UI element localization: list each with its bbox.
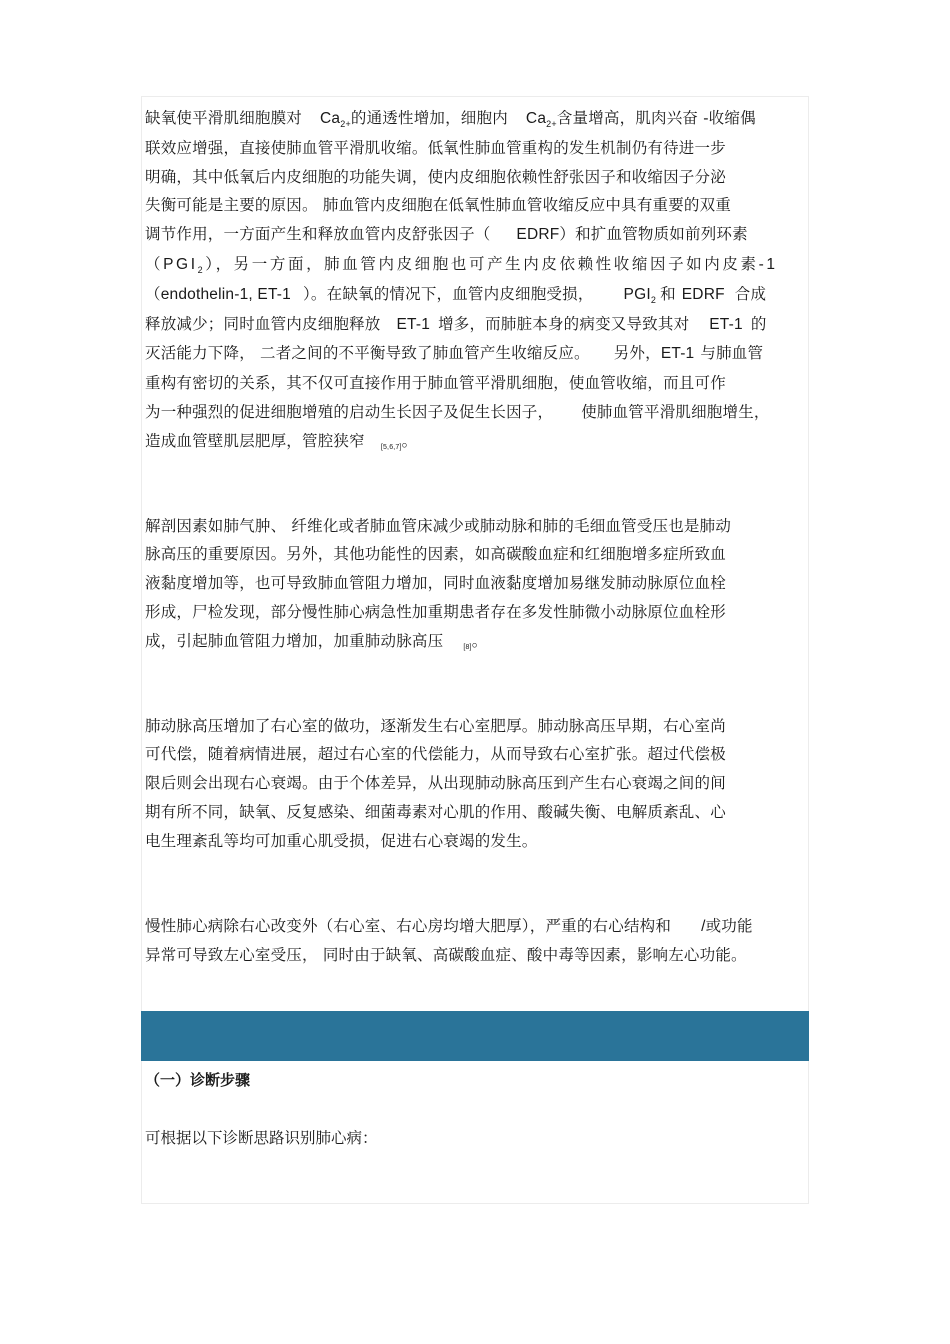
text-line: 可代偿，随着病情进展，超过右心室的代偿能力，从而导致右心室扩张。超过代偿极 xyxy=(145,745,726,764)
text-line: 释放减少；同时血管内皮细胞释放 ET-1 增多，而肺脏本身的病变又导致其对 ET-1 的 xyxy=(145,314,767,333)
text-line: 限后则会出现右心衰竭。由于个体差异，从出现肺动脉高压到产生右心衰竭之间的间 xyxy=(145,774,726,793)
text-line: 异常可导致左心室受压， 同时由于缺氧、高碳酸血症、酸中毒等因素，影响左心功能。 xyxy=(145,946,747,965)
text-line: 灭活能力下降， 二者之间的不平衡导致了肺血管产生收缩反应。 另外，ET-1 与肺血管 xyxy=(145,344,764,363)
paragraph-hypoxia-mechanism xyxy=(145,104,807,456)
section-intro-text: 可根据以下诊断思路识别肺心病： xyxy=(145,1129,378,1147)
text-line: 调节作用，一方面产生和释放血管内皮舒张因子（ EDRF）和扩血管物质如前列环素 xyxy=(145,225,748,244)
text-line: $(PGI_2)$，另一方面，肺血管内皮细胞也可产生内皮依赖性收缩因子如内皮素-1 xyxy=(145,254,778,276)
text-line: 液黏度增加等，也可导致肺血管阻力增加，同时血液黏度增加易继发肺动脉原位血栓 xyxy=(145,574,726,593)
text-line: 肺动脉高压增加了右心室的做功，逐渐发生右心室肥厚。肺动脉高压早期，右心室尚 xyxy=(145,716,726,735)
text-line: 脉高压的重要原因。另外，其他功能性的因素，如高碳酸血症和红细胞增多症所致血 xyxy=(145,545,726,564)
text-line: 明确，其中低氧后内皮细胞的功能失调，使内皮细胞依赖性舒张因子和收缩因子分泌 xyxy=(145,167,726,186)
text-line: 期有所不同，缺氧、反复感染、细菌毒素对心肌的作用、酸碱失衡、电解质紊乱、心 xyxy=(145,802,726,821)
text-line: 形成，尸检发现，部分慢性肺心病急性加重期患者存在多发性肺微小动脉原位血栓形 xyxy=(145,602,726,621)
paragraph-right-ventricle xyxy=(145,712,807,856)
text-line: 造成血管壁肌层肥厚，管腔狭窄 [5,6,7]。 xyxy=(145,431,418,451)
paragraph-left-ventricle xyxy=(145,912,807,971)
text-line: 失衡可能是主要的原因。 肺血管内皮细胞在低氧性肺血管收缩反应中具有重要的双重 xyxy=(145,196,732,215)
text-line: 解剖因素如肺气肿、 纤维化或者肺血管床减少或肺动脉和肺的毛细血管受压也是肺动 xyxy=(145,516,732,535)
text-line: 为一种强烈的促进细胞增殖的启动生长因子及促生长因子， 使肺血管平滑肌细胞增生， xyxy=(145,402,770,421)
text-line: （endothelin-1, ET-1 ）。在缺氧的情况下，血管内皮细胞受损， $PGI_2$ 和 EDRF 合成 xyxy=(145,284,767,305)
text-line: 成，引起肺血管阻力增加，加重肺动脉高压 [8]。 xyxy=(145,631,488,651)
text-line: 慢性肺心病除右心改变外（右心室、右心房均增大肥厚），严重的右心结构和 /或功能 xyxy=(145,916,753,935)
section-divider-band xyxy=(141,1011,809,1061)
document-body xyxy=(145,104,807,970)
citation-ref: [8] xyxy=(463,643,472,651)
text-line: 电生理紊乱等均可加重心肌受损，促进右心衰竭的发生。 xyxy=(145,831,538,850)
text-line: 重构有密切的关系，其不仅可直接作用于肺血管平滑肌细胞，使血管收缩，而且可作 xyxy=(145,374,726,393)
text-line: 缺氧使平滑肌细胞膜对 $Ca_{2+}$的通透性增加，细胞内 $Ca_{2+}$含量增高，肌肉兴奋 -收缩偶 xyxy=(145,109,756,130)
text-line: 联效应增强，直接使肺血管平滑肌收缩。低氧性肺血管重构的发生机制仍有待进一步 xyxy=(145,138,726,157)
citation-ref: [5,6,7] xyxy=(380,443,402,451)
section-heading: （一）诊断步骤 xyxy=(145,1071,251,1089)
paragraph-anatomical-factors xyxy=(145,512,807,656)
